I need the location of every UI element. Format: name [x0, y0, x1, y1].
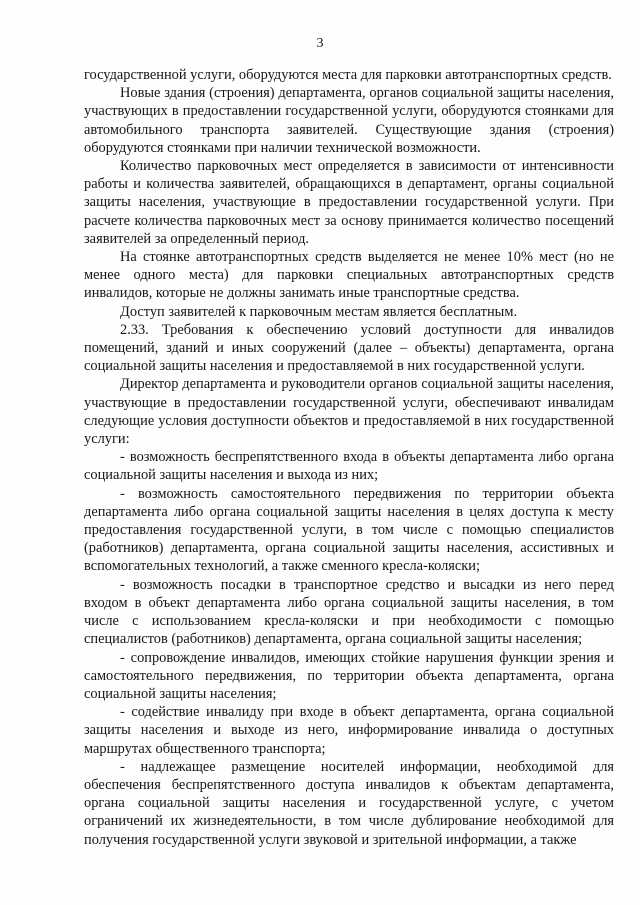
paragraph-disabled-parking: На стоянке автотранспортных средств выделяется не менее 10% мест (но не менее одного места) для парковки специальных автотранспортных средств инвалидов, которые не должны занимать иные транспортные средства. [84, 249, 614, 302]
paragraph-parking-continuation: государственной услуги, оборудуются места для парковки автотранспортных средств. [84, 67, 612, 83]
list-item-vehicle-boarding: - возможность посадки в транспортное средство и высадки из него перед входом в объект департамента либо органа социальной защиты населения, в том числе с использованием кресла-коляски и при необходимости с помощью специалистов (работников) департамента, органа социальной защиты населения; [84, 576, 614, 648]
list-item-escort: - сопровождение инвалидов, имеющих стойкие нарушения функции зрения и самостоятельного передвижения, по территории объекта департамента, органа социальной защиты населения; [84, 649, 614, 702]
paragraph-new-buildings: Новые здания (строения) департамента, органов социальной защиты населения, участвующих в предоставлении государственной услуги, оборудуются стоянками для автомобильного транспорта заявителей. Существующие здания (строения) оборудуются стоянками при наличии технической возможности. [84, 85, 614, 156]
paragraph-section-2-33: 2.33. Требования к обеспечению условий доступности для инвалидов помещений, зданий и иных сооружений (далее – объекты) департамента, органа социальной защиты населения и предоставляемой в них государственной услуги. [84, 321, 614, 375]
paragraph-parking-count: Количество парковочных мест определяется в зависимости от интенсивности работы и количества заявителей, обращающихся в департамент, органы социальной защиты населения, участвующие в предоставлении государственной услуги. При расчете количества парковочных мест за основу принимается количество посещений заявителей за определенный период. [84, 158, 614, 247]
paragraph-free-access: Доступ заявителей к парковочным местам является бесплатным. [120, 303, 518, 320]
paragraph-director-obligations: Директор департамента и руководители органов социальной защиты населения, участвующие в предоставлении государственной услуги, обеспечивают инвалидам следующие условия доступности объектов и предоставляемой в них государственной услуги: [84, 376, 614, 448]
page-number: 3 [316, 36, 324, 51]
list-item-entrance: - возможность беспрепятственного входа в объекты департамента либо органа социальной защиты населения и выхода из них; [84, 449, 614, 484]
list-item-assistance: - содействие инвалиду при входе в объект департамента, органа социальной защиты населения и выходе из него, информирование инвалида о доступных маршрутах общественного транспорта; [84, 704, 614, 757]
document-body [84, 66, 614, 849]
list-item-information-placement: - надлежащее размещение носителей информации, необходимой для обеспечения беспрепятственного доступа инвалидов к объектам департамента, органа социальной защиты населения и государственной услуге, с учетом ограничений их жизнедеятельности, в том числе дублирование необходимой для получения государственной услуги звуковой и зрительной информации, а также [84, 758, 614, 848]
list-item-movement: - возможность самостоятельного передвижения по территории объекта департамента либо органа социальной защиты населения в целях доступа к месту предоставления государственной услуги, в том числе с помощью специалистов (работников) департамента, органа социальной защиты населения, ассистивных и вспомогательных технологий, а также сменного кресла-коляски; [84, 485, 614, 575]
